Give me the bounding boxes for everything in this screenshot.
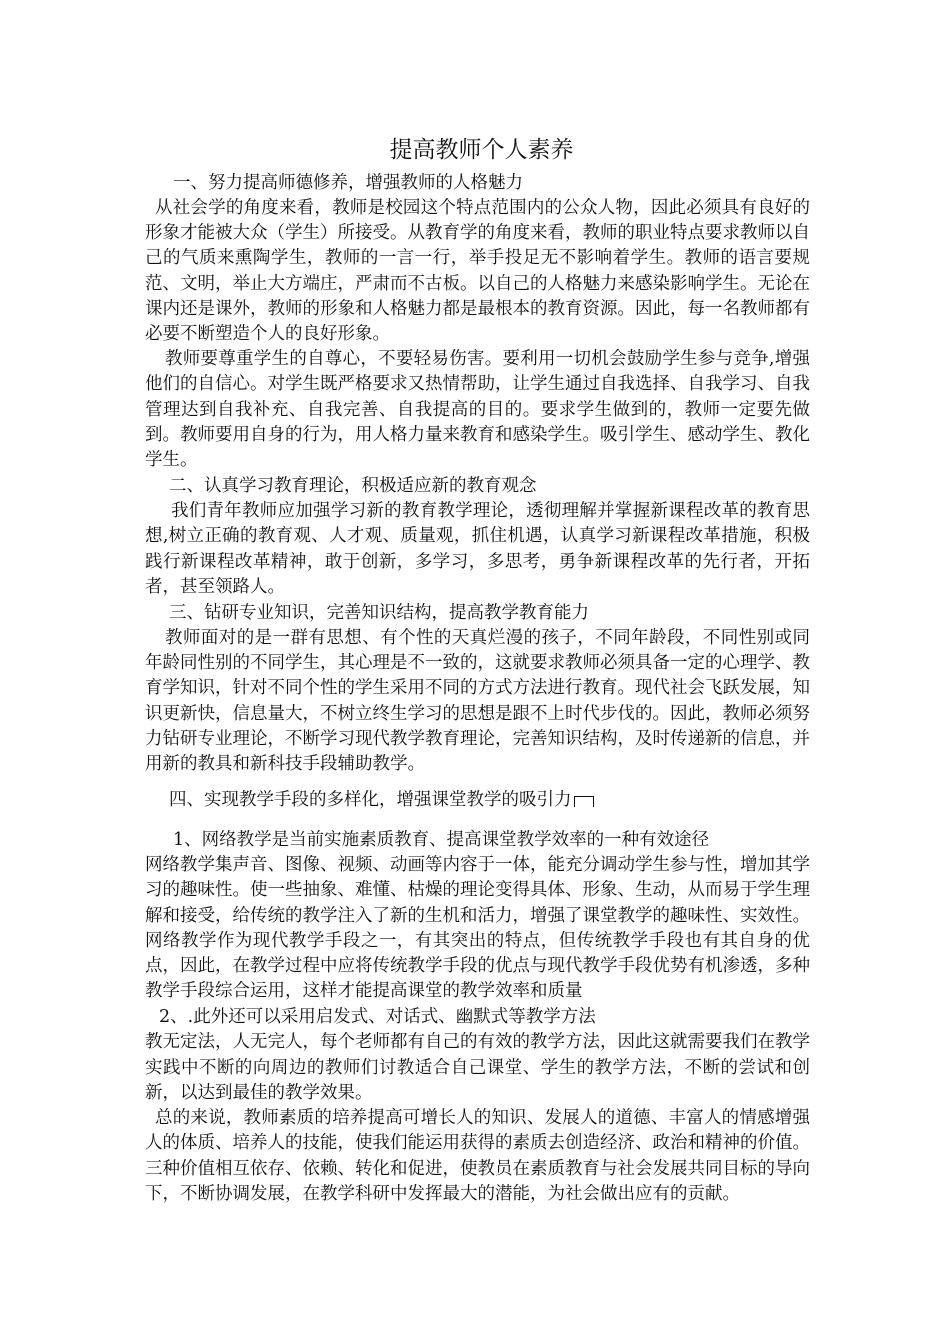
section-3-paragraph-1: 教师面对的是一群有思想、有个性的天真烂漫的孩子，不同年龄段，不同性别或同年龄同性别的不同学生，其心理是不一致的，这就要求教师必须具备一定的心理学、教育学知识，针对不同个性的学生采用不同的方式方法进行教育。现代社会飞跃发展，知识更新快，信息量大，不树立终生学习的思想是跟不上时代步伐的。因此，教师必须努力钻研专业理论，不断学习现代教学教育理论，完善知识结构，及时传递新的信息，并用新的教具和新科技手段辅助教学。 xyxy=(145,628,810,775)
section-4-paragraph-1: 网络教学集声音、图像、视频、动画等内容于一体，能充分调动学生参与性，增加其学习的趣味性。使一些抽象、难懂、枯燥的理论变得具体、形象、生动，从而易于学生理解和接受，给传统的教学注入了新的生机和活力，增强了课堂教学的趣味性、实效性。网络教学作为现代教学手段之一，有其突出的特点，但传统教学手段也有其自身的优点，因此，在教学过程中应将传统教学手段的优点与现代教学手段优势有机渗透，多种教学手段综合运用，这样才能提高课堂的教学效率和质量 xyxy=(145,855,810,1002)
conclusion-paragraph: 总的来说，教师素质的培养提高可增长人的知识、发展人的道德、丰富人的情感增强人的体质、培养人的技能，使我们能运用获得的素质去创造经济、政治和精神的价值。三种价值相互依存、依赖、转化和促进，使教员在素质教育与社会发展共同目标的导向下，不断协调发展，在教学科研中发挥最大的潜能，为社会做出应有的贡献。 xyxy=(145,1108,810,1204)
section-1-paragraph-2: 教师要尊重学生的自尊心，不要轻易伤害。要利用一切机会鼓励学生参与竞争,增强他们的自信心。对学生既严格要求又热情帮助，让学生通过自我选择、自我学习、自我管理达到自我补充、自我完善、自我提高的目的。要求学生做到的，教师一定要先做到。教师要用自身的行为，用人格力量来教育和感染学生。吸引学生、感动学生、教化学生。 xyxy=(145,349,810,471)
section-2-paragraph-1: 我们青年教师应加强学习新的教育教学理论，透彻理解并掌握新课程改革的教育思想,树立正确的教育观、人才观、质量观，抓住机遇，认真学习新课程改革措施，积极践行新课程改革精神，敢于创新，多学习，多思考，勇争新课程改革的先行者，开拓者，甚至领路人。 xyxy=(145,501,810,597)
section-2-heading: 二、认真学习教育理论，积极适应新的教育观念 xyxy=(169,476,537,497)
section-4-paragraph-2: 教无定法，人无完人，每个老师都有自己的有效的教学方法，因此这就需要我们在教学实践中不断的向周边的教师们讨教适合自己课堂、学生的教学方法，不断的尝试和创新，以达到最佳的教学效果。 xyxy=(145,1032,810,1103)
section-4-subheading-1: 1、网络教学是当前实施素质教育、提高课堂教学效率的一种有效途径 xyxy=(173,830,710,851)
document-page xyxy=(145,130,810,1207)
section-4-heading-text: 四、实现教学手段的多样化，增强课堂教学的吸引力 xyxy=(169,790,572,811)
section-3-heading: 三、钻研专业知识，完善知识结构，提高教学教育能力 xyxy=(169,603,589,624)
section-4-heading xyxy=(145,787,810,813)
section-4-subheading-2: 2、.此外还可以采用启发式、对话式、幽默式等教学方法 xyxy=(159,1007,596,1028)
section-1-paragraph-1: 从社会学的角度来看，教师是校园这个特点范围内的公众人物，因此必须具有良好的形象才能被大众（学生）所接受。从教育学的角度来看，教师的职业特点要求教师以自己的气质来熏陶学生，教师的一言一行，举手投足无不影响着学生。教师的语言要规范、文明，举止大方端庄，严肃而不古板。以自己的人格魅力来感染影响学生。无论在课内还是课外，教师的形象和人格魅力都是最根本的教育资源。因此，每一名教师都有必要不断塑造个人的良好形象。 xyxy=(145,198,810,345)
bracket-mark-icon xyxy=(574,796,594,807)
document-title: 提高教师个人素养 xyxy=(389,137,574,163)
section-1-heading: 一、努力提高师德修养，增强教师的人格魅力 xyxy=(173,173,523,193)
